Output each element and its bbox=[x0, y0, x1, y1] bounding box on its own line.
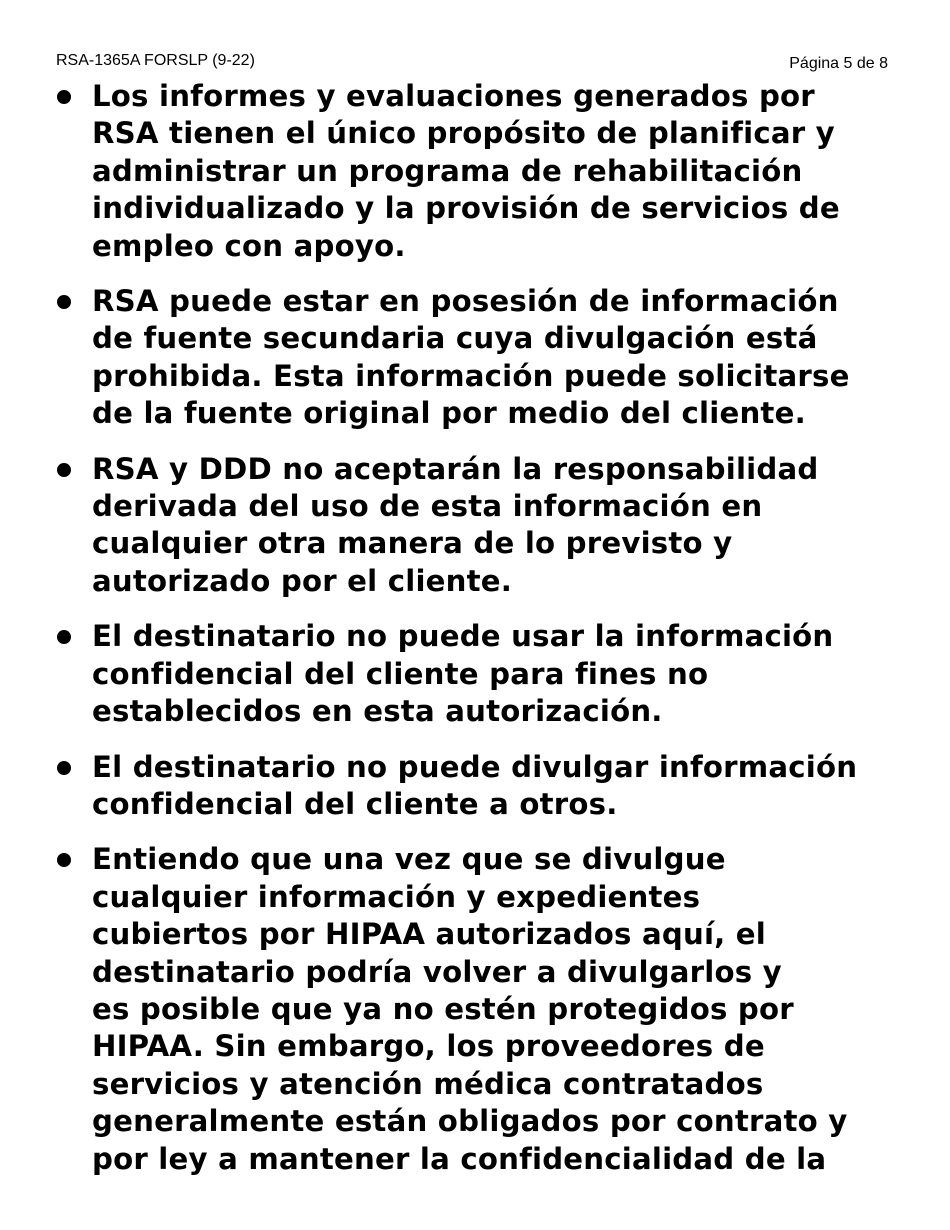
bullet-list bbox=[54, 78, 904, 1196]
bullet-text-line: individualizado y la provisión de servicios de bbox=[92, 191, 840, 226]
bullet-text-line: RSA puede estar en posesión de información bbox=[92, 284, 839, 319]
bullet-text-line: por ley a mantener la confidencialidad de la bbox=[92, 1141, 827, 1176]
bullet-text-line: cualquier otra manera de lo previsto y bbox=[92, 526, 733, 561]
bullet-text-line: El destinatario no puede divulgar información bbox=[92, 749, 858, 784]
bullet-text-line: destinatario podría volver a divulgarlos y bbox=[92, 954, 782, 989]
bullet-item bbox=[54, 841, 904, 1178]
bullet-text-line: administrar un programa de rehabilitación bbox=[92, 153, 803, 188]
bullet-text-line: cualquier información y expedientes bbox=[92, 879, 701, 914]
bullet-text-line: RSA y DDD no aceptarán la responsabilidad bbox=[92, 451, 819, 486]
bullet-text-line: Entiendo que una vez que se divulgue bbox=[92, 842, 726, 877]
bullet-text-line: autorizado por el cliente. bbox=[92, 563, 513, 598]
bullet-item bbox=[54, 618, 904, 730]
bullet-text-line: HIPAA. Sin embargo, los proveedores de bbox=[92, 1029, 765, 1064]
bullet-text-line: empleo con apoyo. bbox=[92, 228, 406, 263]
bullet-dot-icon bbox=[57, 853, 71, 867]
bullet-text-line: generalmente están obligados por contrato y bbox=[92, 1104, 848, 1139]
bullet-text-line: servicios y atención médica contratados bbox=[92, 1066, 764, 1101]
bullet-text-line: prohibida. Esta información puede solicitarse bbox=[92, 358, 850, 393]
bullet-text-line: Los informes y evaluaciones generados por bbox=[92, 79, 815, 113]
bullet-text-line: de fuente secundaria cuya divulgación está bbox=[92, 321, 818, 356]
page-header bbox=[56, 52, 888, 76]
bullet-text-line: confidencial del cliente a otros. bbox=[92, 786, 618, 821]
bullet-item bbox=[54, 78, 904, 265]
bullet-item bbox=[54, 451, 904, 601]
bullet-dot-icon bbox=[57, 630, 71, 644]
bullet-dot-icon bbox=[57, 761, 71, 775]
bullet-text-line: El destinatario no puede usar la información bbox=[92, 619, 834, 654]
bullet-text-line: derivada del uso de esta información en bbox=[92, 489, 763, 524]
bullet-dot-icon bbox=[57, 295, 71, 309]
page-number: Página 5 de 8 bbox=[789, 55, 888, 72]
bullet-dot-icon bbox=[57, 90, 71, 104]
bullet-item bbox=[54, 283, 904, 433]
bullet-dot-icon bbox=[57, 463, 71, 477]
bullet-item bbox=[54, 749, 904, 824]
bullet-text-line: es posible que ya no estén protegidos por bbox=[92, 991, 794, 1026]
bullet-text-line: de la fuente original por medio del cliente. bbox=[92, 396, 806, 431]
bullet-text-line: RSA tienen el único propósito de planificar y bbox=[92, 116, 835, 151]
bullet-text-line: cubiertos por HIPAA autorizados aquí, el bbox=[92, 917, 767, 952]
bullet-text-line: confidencial del cliente para fines no bbox=[92, 656, 709, 691]
bullet-text-line: establecidos en esta autorización. bbox=[92, 694, 663, 729]
form-identifier: RSA-1365A FORSLP (9-22) bbox=[56, 52, 255, 69]
